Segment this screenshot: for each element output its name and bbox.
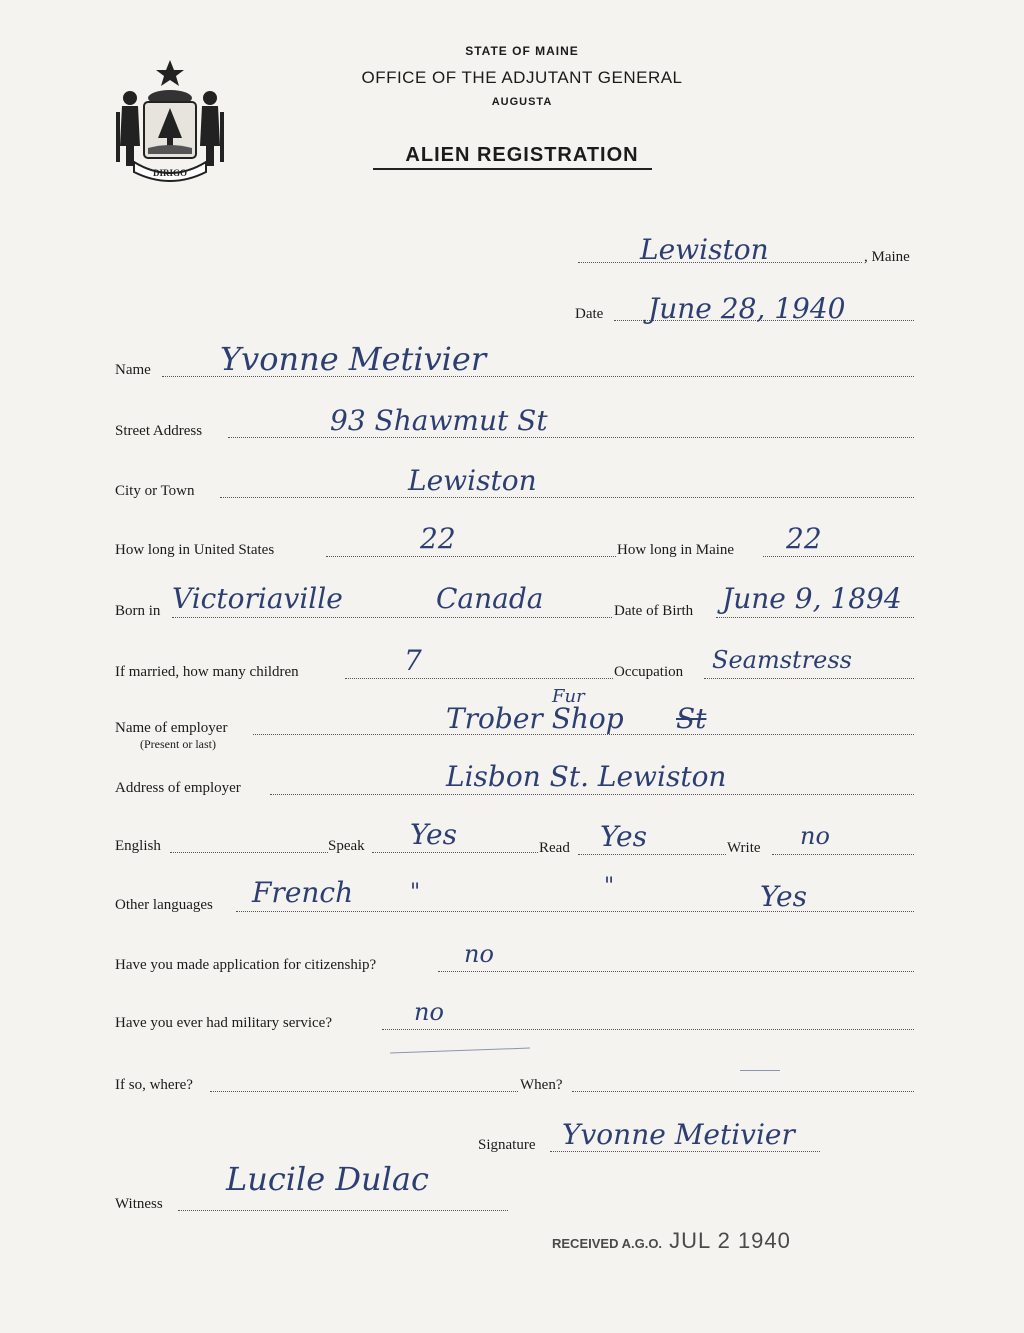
children-line bbox=[345, 678, 613, 679]
us-line bbox=[326, 556, 616, 557]
maine-long-label: How long in Maine bbox=[617, 542, 735, 558]
pencil-stroke bbox=[390, 1048, 530, 1054]
state-heading: STATE OF MAINE bbox=[465, 44, 579, 58]
other-speak-value: " bbox=[410, 880, 421, 905]
title-underline bbox=[373, 168, 652, 170]
other-language-value: French bbox=[252, 876, 354, 909]
occupation-value: Seamstress bbox=[712, 646, 852, 674]
employer-label: Name of employer bbox=[115, 720, 228, 736]
read-line bbox=[578, 854, 726, 855]
form-title: ALIEN REGISTRATION bbox=[405, 144, 639, 166]
other-languages-label: Other languages bbox=[115, 897, 213, 913]
signature-label: Signature bbox=[478, 1137, 536, 1153]
witness-label: Witness bbox=[115, 1196, 163, 1212]
street-value: 93 Shawmut St bbox=[330, 404, 548, 437]
place-value: Lewiston bbox=[640, 233, 769, 266]
born-label: Born in bbox=[115, 603, 161, 619]
military-line bbox=[382, 1029, 914, 1030]
citizenship-line bbox=[438, 971, 914, 972]
other-languages-line bbox=[236, 911, 914, 912]
where-line bbox=[210, 1091, 518, 1092]
us-value: 22 bbox=[420, 522, 456, 555]
speak-line bbox=[372, 852, 538, 853]
write-line bbox=[772, 854, 914, 855]
other-write-value: Yes bbox=[760, 880, 807, 913]
children-value: 7 bbox=[404, 644, 422, 677]
maine-label: , Maine bbox=[864, 249, 910, 265]
employer-insert-value: Fur bbox=[552, 686, 585, 707]
street-label: Street Address bbox=[115, 423, 203, 439]
english-label: English bbox=[115, 838, 161, 854]
children-label: If married, how many children bbox=[115, 664, 299, 680]
write-label: Write bbox=[727, 840, 761, 856]
born-country-value: Canada bbox=[436, 582, 544, 615]
dob-label: Date of Birth bbox=[614, 603, 694, 619]
english-line bbox=[170, 852, 328, 853]
occupation-label: Occupation bbox=[614, 664, 684, 680]
military-value: no bbox=[414, 998, 444, 1026]
dob-line bbox=[716, 617, 914, 618]
when-label: When? bbox=[520, 1077, 563, 1093]
occupation-line bbox=[704, 678, 914, 679]
write-value: no bbox=[800, 822, 830, 850]
speak-value: Yes bbox=[410, 818, 457, 851]
stamp-date-text: JUL 2 1940 bbox=[669, 1228, 791, 1253]
signature-line bbox=[550, 1151, 820, 1152]
employer-note: (Present or last) bbox=[140, 737, 216, 751]
name-label: Name bbox=[115, 362, 151, 378]
where-label: If so, where? bbox=[115, 1077, 193, 1093]
city-label: City or Town bbox=[115, 483, 195, 499]
pencil-stroke bbox=[740, 1070, 780, 1071]
employer-address-value: Lisbon St. Lewiston bbox=[446, 760, 727, 793]
us-label: How long in United States bbox=[115, 542, 275, 558]
employer-value: Trober Shop bbox=[446, 702, 624, 735]
city-heading: AUGUSTA bbox=[491, 96, 553, 108]
street-line bbox=[228, 437, 914, 438]
employer-address-label: Address of employer bbox=[115, 780, 241, 796]
when-line bbox=[572, 1091, 914, 1092]
witness-value: Lucile Dulac bbox=[226, 1160, 429, 1198]
witness-line bbox=[178, 1210, 508, 1211]
city-line bbox=[220, 497, 914, 498]
city-value: Lewiston bbox=[408, 464, 537, 497]
maine-long-value: 22 bbox=[786, 522, 822, 555]
read-label: Read bbox=[539, 840, 570, 856]
born-city-value: Victoriaville bbox=[172, 582, 343, 615]
citizenship-label: Have you made application for citizenship? bbox=[115, 957, 377, 973]
date-value: June 28, 1940 bbox=[648, 292, 846, 325]
employer-struck-value: St bbox=[676, 702, 707, 735]
office-heading: OFFICE OF THE ADJUTANT GENERAL bbox=[361, 68, 683, 87]
signature-value: Yvonne Metivier bbox=[562, 1118, 795, 1151]
name-value: Yvonne Metivier bbox=[220, 340, 487, 378]
citizenship-value: no bbox=[464, 940, 494, 968]
dob-value: June 9, 1894 bbox=[722, 582, 902, 615]
read-value: Yes bbox=[600, 820, 647, 853]
seal-motto: DIRIGO bbox=[152, 168, 188, 178]
employer-address-line bbox=[270, 794, 914, 795]
received-stamp bbox=[552, 1228, 791, 1254]
born-line bbox=[172, 617, 612, 618]
date-label: Date bbox=[575, 306, 604, 322]
other-read-value: " bbox=[604, 874, 615, 899]
military-label: Have you ever had military service? bbox=[115, 1015, 332, 1031]
stamp-received-text: RECEIVED A.G.O. bbox=[552, 1236, 663, 1251]
speak-label: Speak bbox=[328, 838, 365, 854]
maine-long-line bbox=[763, 556, 914, 557]
